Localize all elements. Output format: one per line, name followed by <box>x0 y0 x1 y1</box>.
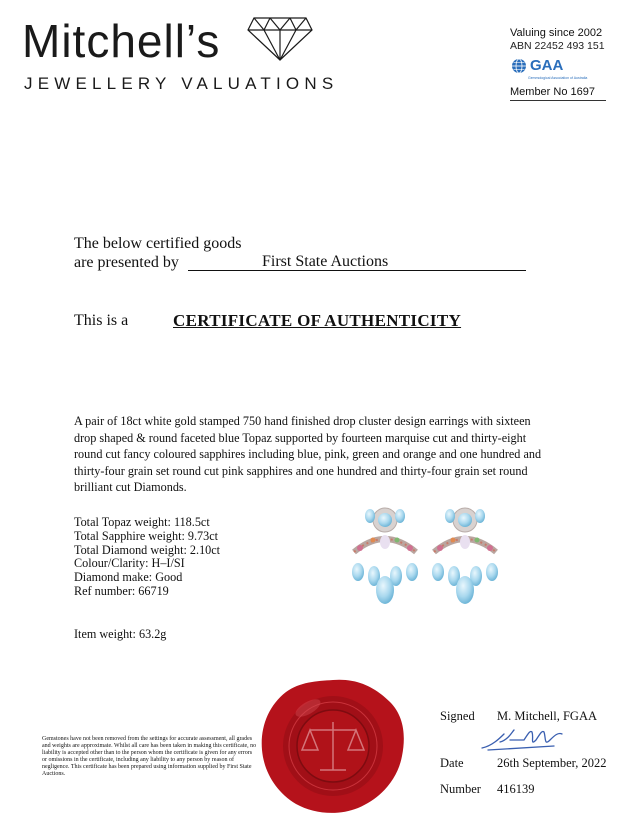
member-underline <box>510 100 606 101</box>
member-label: Member No <box>510 86 568 98</box>
header-info <box>510 27 605 52</box>
signed-by: M. Mitchell, FGAA <box>497 709 597 723</box>
wax-seal-icon <box>258 676 408 816</box>
spec-diamond-weight: Total Diamond weight: 2.10ct <box>74 542 221 557</box>
logo-subtitle: JEWELLERY VALUATIONS <box>24 74 339 93</box>
date-label: Date <box>440 756 464 770</box>
gaa-badge <box>511 57 563 74</box>
signed-label: Signed <box>440 709 475 723</box>
gaa-label: GAA <box>530 57 564 74</box>
presented-by-underline <box>188 270 526 271</box>
diamond-logo-icon <box>246 14 314 62</box>
handwritten-signature <box>478 728 568 754</box>
spec-colour-clarity: Colour/Clarity: H–I/SI <box>74 556 185 571</box>
date-value: 26th September, 2022 <box>497 756 607 770</box>
spec-diamond-make: Diamond make: Good <box>74 570 183 585</box>
intro-line-2: are presented by <box>74 254 179 271</box>
certificate-prefix: This is a <box>74 312 129 329</box>
item-weight: Item weight: 63.2g <box>74 627 167 641</box>
valuing-since: Valuing since 2002 <box>510 27 603 39</box>
left-earring <box>352 508 418 604</box>
spec-topaz-weight: Total Topaz weight: 118.5ct <box>74 515 210 529</box>
number-value: 416139 <box>497 782 535 796</box>
intro-line-1: The below certified goods <box>74 235 242 252</box>
disclaimer-text: Gemstones have not been removed from the settings for accurate assessment, all grades and weights are approximate. Whilst all care has been taken in making this certificate, no liability is accepted other than to the person whom the certificate is given for any errors or omissions in the certificate, including any liability to any person by reason of negligence. This certificate has been prepared using information supplied by First State Auctions. <box>42 736 257 777</box>
gaa-subtext: Gemmological Association of Australia <box>528 76 588 80</box>
member-value: 1697 <box>570 86 596 98</box>
item-description: A pair of 18ct white gold stamped 750 hand finished drop cluster design earrings with sixteen drop shaped & round faceted blue Topaz supported by fourteen marquise cut and thirty-eight round cut fancy coloured sapphires including blue, pink, green and orange and one hundred and thirty-four grain set round cut pink sapphires and one hundred and thirty-four grain set round brilliant cut Diamonds. <box>74 414 542 495</box>
right-earring <box>432 508 498 604</box>
spec-list <box>74 516 220 599</box>
presented-by-value: First State Auctions <box>262 253 389 270</box>
spec-ref-number: Ref number: 66719 <box>74 583 169 598</box>
earrings-photo <box>340 496 520 608</box>
logo-name: Mitchell’s <box>22 15 221 67</box>
member-number <box>510 86 595 98</box>
certificate-title: CERTIFICATE OF AUTHENTICITY <box>173 311 462 330</box>
number-label: Number <box>440 782 481 796</box>
gaa-globe-icon <box>511 58 527 74</box>
spec-sapphire-weight: Total Sapphire weight: 9.73ct <box>74 528 219 543</box>
abn-number: ABN 22452 493 151 <box>510 40 605 52</box>
